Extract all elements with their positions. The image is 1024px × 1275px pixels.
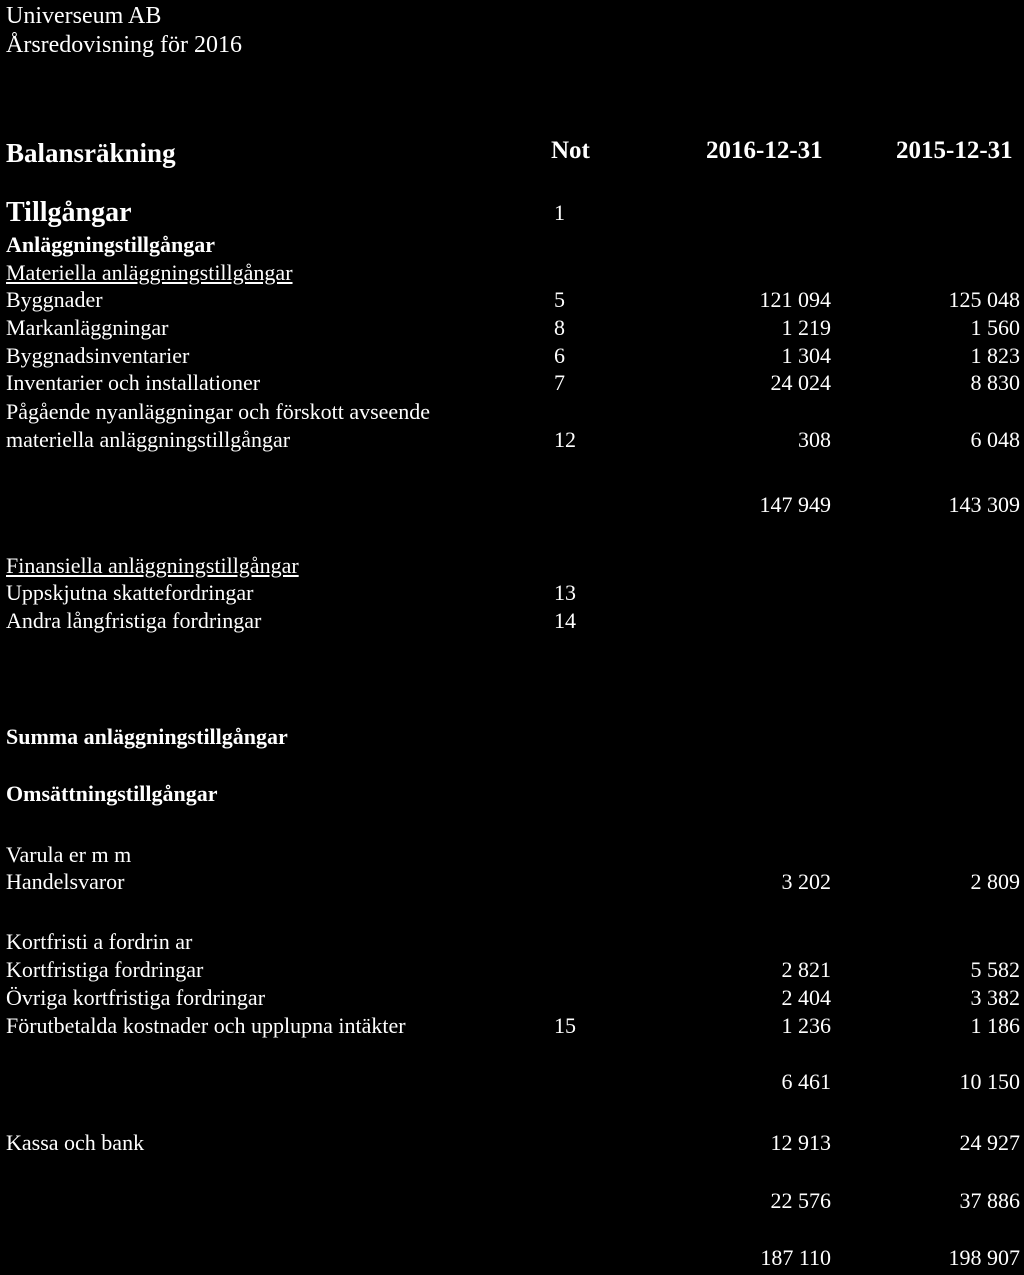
value-2015: 5 582: [970, 957, 1020, 982]
value-2015: 2 809: [970, 869, 1020, 894]
table-row: [0, 865, 1024, 899]
value-2016: 187 110: [760, 1245, 831, 1270]
note-ref: 6: [554, 343, 565, 368]
value-2016: 2 404: [781, 985, 831, 1010]
value-2015: 198 907: [948, 1245, 1020, 1270]
value-2015: 37 886: [959, 1188, 1020, 1213]
balance-sheet-title: Balansräkning: [6, 138, 176, 168]
note-ref: 7: [554, 370, 565, 395]
note-ref: 13: [554, 580, 576, 605]
note-ref: 5: [554, 287, 565, 312]
note-ref: 15: [554, 1013, 576, 1038]
report-title: Årsredovisning för 2016: [6, 32, 242, 58]
value-2015: 10 150: [959, 1069, 1020, 1094]
section-tillgangar: [0, 196, 1024, 230]
value-2016: 6 461: [781, 1069, 831, 1094]
row-label: Handelsvaror: [6, 869, 125, 894]
row-label: materiella anläggningstillgångar: [6, 427, 291, 452]
section-label: Tillgångar: [6, 197, 132, 228]
value-2015: 1 560: [970, 315, 1020, 340]
section-summa-anlaggningstillgangar: [0, 720, 1024, 754]
row-label: Kortfristiga fordringar: [6, 957, 204, 982]
section-label: Varula er m m: [6, 842, 132, 867]
row-label: Övriga kortfristiga fordringar: [6, 985, 266, 1010]
value-2016: 2 821: [781, 957, 831, 982]
row-label: Kassa och bank: [6, 1130, 145, 1155]
value-2015: 143 309: [948, 492, 1020, 517]
section-label: Materiella anläggningstillgångar: [6, 260, 293, 285]
table-row: [0, 1009, 1024, 1043]
row-label: Byggnadsinventarier: [6, 343, 190, 368]
section-label: Finansiella anläggningstillgångar: [6, 553, 299, 578]
value-2015: 1 823: [970, 343, 1020, 368]
company-name: Universeum AB: [6, 3, 162, 29]
note-ref: 8: [554, 315, 565, 340]
section-omsattningstillgangar: [0, 777, 1024, 811]
value-2016: 22 576: [770, 1188, 831, 1213]
row-label: Andra långfristiga fordringar: [6, 608, 262, 633]
value-2016: 1 236: [781, 1013, 831, 1038]
value-2016: 121 094: [759, 287, 831, 312]
row-label: Pågående nyanläggningar och förskott avseende: [6, 399, 430, 424]
row-label: Uppskjutna skattefordringar: [6, 580, 254, 605]
value-2015: 6 048: [970, 427, 1020, 452]
value-2016: 12 913: [770, 1130, 831, 1155]
section-label: Summa anläggningstillgångar: [6, 724, 288, 749]
value-2016: 24 024: [770, 370, 831, 395]
value-2016: 308: [798, 427, 831, 452]
row-label: Byggnader: [6, 287, 103, 312]
total-row: [0, 1241, 1024, 1275]
row-label: Förutbetalda kostnader och upplupna intäkter: [6, 1013, 406, 1038]
value-2015: 3 382: [970, 985, 1020, 1010]
section-label: Omsättningstillgångar: [6, 781, 218, 806]
value-2015: 8 830: [970, 370, 1020, 395]
row-label: Markanläggningar: [6, 315, 169, 340]
column-header-2015: 2015-12-31: [896, 137, 1013, 164]
value-2015: 24 927: [959, 1130, 1020, 1155]
value-2016: 147 949: [759, 492, 831, 517]
table-row: [0, 604, 1024, 638]
subtotal-row: [0, 488, 1024, 522]
section-label: Kortfristi a fordrin ar: [6, 929, 193, 954]
table-row: [0, 423, 1024, 457]
note-ref: 1: [554, 200, 565, 225]
value-2016: 1 219: [781, 315, 831, 340]
subtotal-row: [0, 1184, 1024, 1218]
column-header-2016: 2016-12-31: [706, 137, 823, 164]
value-2015: 1 186: [970, 1013, 1020, 1038]
value-2016: 1 304: [781, 343, 831, 368]
note-column-header: Not: [551, 137, 590, 164]
value-2015: 125 048: [948, 287, 1020, 312]
row-label: Inventarier och installationer: [6, 370, 261, 395]
section-label: Anläggningstillgångar: [6, 232, 216, 257]
value-2016: 3 202: [781, 869, 831, 894]
note-ref: 12: [554, 427, 576, 452]
subtotal-row: [0, 1065, 1024, 1099]
note-ref: 14: [554, 608, 576, 633]
table-row: [0, 1126, 1024, 1160]
